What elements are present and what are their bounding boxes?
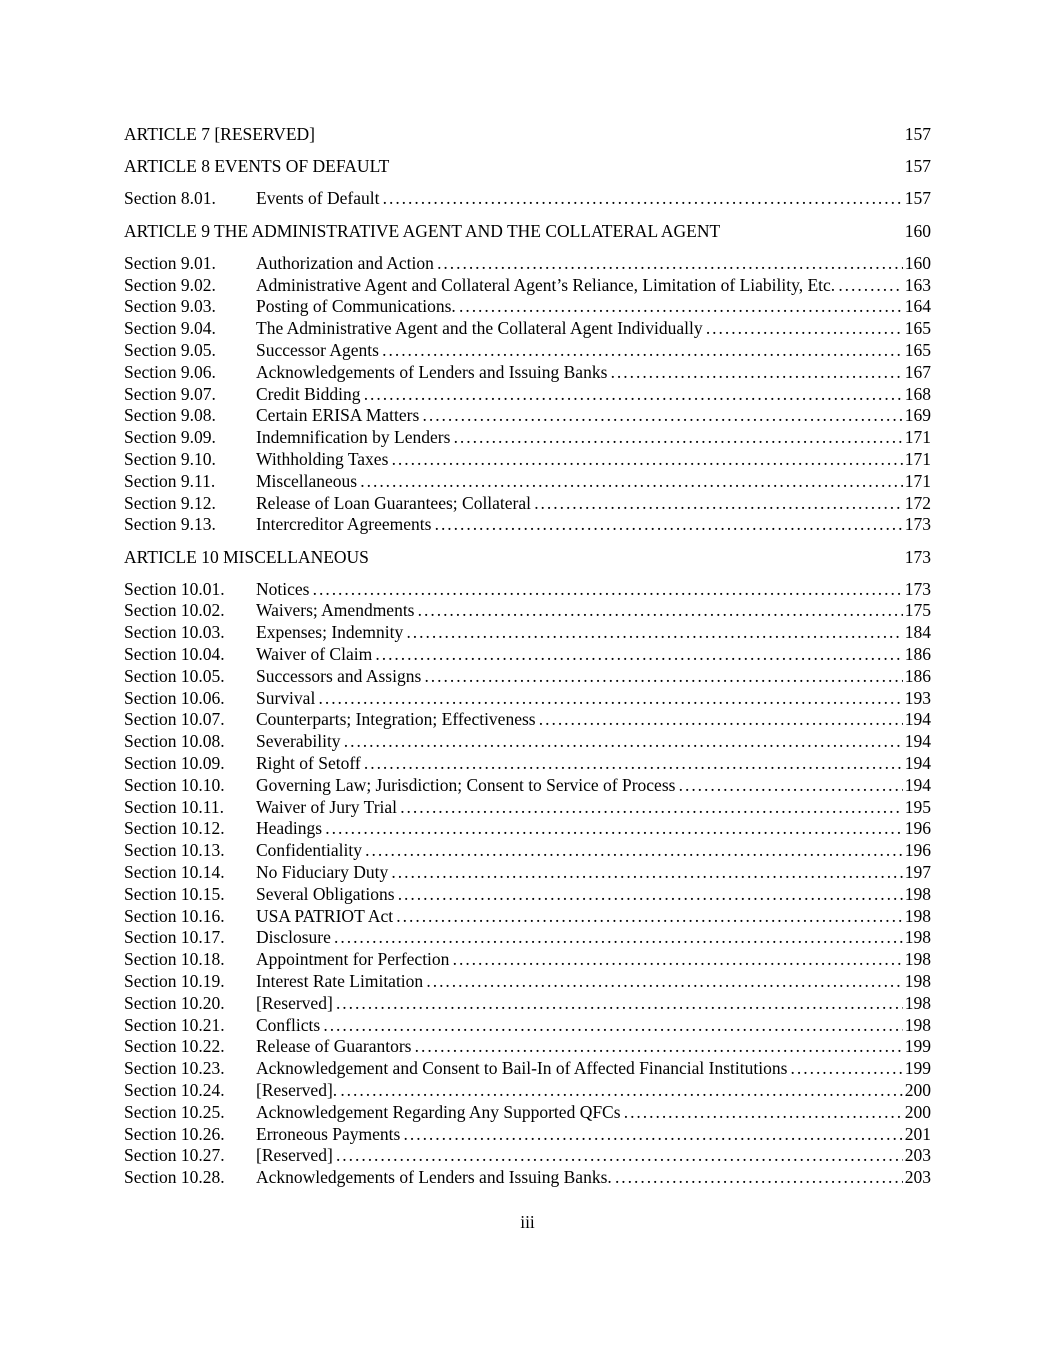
- section-page-number: 173: [904, 514, 931, 535]
- article-page-number: 160: [904, 220, 931, 241]
- toc-section-entry[interactable]: [124, 709, 931, 731]
- section-page-number: 198: [904, 992, 931, 1013]
- section-title: Credit Bidding . . .: [256, 384, 903, 406]
- section-page-number: 164: [904, 296, 931, 317]
- section-page-number: 199: [904, 1036, 931, 1057]
- section-page-number: 160: [904, 252, 931, 273]
- section-title: Release of Guarantors . . .: [256, 1036, 903, 1058]
- section-number: Section 10.08.: [124, 731, 225, 752]
- section-number: Section 9.03.: [124, 296, 216, 317]
- section-page-number: 194: [904, 709, 931, 730]
- section-title: Right of Setoff . . .: [256, 753, 903, 775]
- toc-section-entry[interactable]: [124, 318, 931, 340]
- article-heading[interactable]: [124, 547, 931, 569]
- section-number: Section 10.01.: [124, 578, 225, 599]
- section-page-number: 196: [904, 818, 931, 839]
- section-number: Section 9.04.: [124, 318, 216, 339]
- section-number: Section 10.14.: [124, 862, 225, 883]
- section-title: [Reserved]. . . .: [256, 1080, 903, 1102]
- section-page-number: 157: [904, 188, 931, 209]
- section-title: Severability . . .: [256, 731, 903, 753]
- section-number: Section 10.17.: [124, 927, 225, 948]
- article-title: ARTICLE 7 [RESERVED]: [124, 124, 316, 144]
- section-number: Section 10.26.: [124, 1123, 225, 1144]
- section-page-number: 171: [904, 448, 931, 469]
- toc-section-entry[interactable]: [124, 906, 931, 928]
- toc-section-entry[interactable]: [124, 993, 931, 1015]
- toc-section-entry[interactable]: [124, 405, 931, 427]
- section-title: Counterparts; Integration; Effectiveness . . .: [256, 709, 903, 731]
- section-page-number: 167: [904, 361, 931, 382]
- section-title: Successors and Assigns . . .: [256, 666, 903, 688]
- section-page-number: 175: [904, 600, 931, 621]
- toc-section-entry[interactable]: [124, 600, 931, 622]
- section-title: Conflicts . . .: [256, 1015, 903, 1037]
- section-number: Section 9.11.: [124, 470, 216, 491]
- section-title: [Reserved] . . .: [256, 1145, 903, 1167]
- section-page-number: 184: [904, 622, 931, 643]
- section-title: Waiver of Jury Trial . . .: [256, 797, 903, 819]
- section-number: Section 10.06.: [124, 687, 225, 708]
- section-page-number: 195: [904, 796, 931, 817]
- section-number: Section 10.04.: [124, 644, 225, 665]
- toc-section-entry[interactable]: [124, 1015, 931, 1037]
- section-title: Successor Agents . . .: [256, 340, 903, 362]
- section-title: Disclosure . . .: [256, 927, 903, 949]
- section-number: Section 9.10.: [124, 448, 216, 469]
- section-title: Survival . . .: [256, 688, 903, 710]
- section-number: Section 10.05.: [124, 665, 225, 686]
- section-title: Erroneous Payments . . .: [256, 1124, 903, 1146]
- section-title: Events of Default . . .: [256, 188, 903, 210]
- section-page-number: 186: [904, 665, 931, 686]
- section-page-number: 194: [904, 753, 931, 774]
- toc-section-entry[interactable]: [124, 666, 931, 688]
- toc-section-entry[interactable]: [124, 340, 931, 362]
- section-page-number: 203: [904, 1167, 931, 1188]
- toc-section-entry[interactable]: [124, 1145, 931, 1167]
- article-page-number: 157: [904, 156, 931, 177]
- section-title: Authorization and Action . . .: [256, 253, 903, 275]
- toc-section-entry[interactable]: [124, 449, 931, 471]
- article-heading[interactable]: [124, 124, 931, 146]
- section-title: Certain ERISA Matters . . .: [256, 405, 903, 427]
- section-page-number: 186: [904, 644, 931, 665]
- section-title: Indemnification by Lenders . . .: [256, 427, 903, 449]
- section-page-number: 198: [904, 949, 931, 970]
- section-number: Section 9.13.: [124, 514, 216, 535]
- toc-section-entry[interactable]: [124, 1102, 931, 1124]
- article-heading[interactable]: [124, 156, 931, 178]
- section-page-number: 173: [904, 578, 931, 599]
- toc-section-entry[interactable]: [124, 253, 931, 275]
- section-page-number: 194: [904, 731, 931, 752]
- toc-section-entry[interactable]: [124, 927, 931, 949]
- section-title: The Administrative Agent and the Collateral Agent Individually . . .: [256, 318, 903, 340]
- toc-section-entry[interactable]: [124, 362, 931, 384]
- toc-section-entry[interactable]: [124, 1058, 931, 1080]
- section-number: Section 10.02.: [124, 600, 225, 621]
- toc-section-entry[interactable]: [124, 1080, 931, 1102]
- section-page-number: 198: [904, 1014, 931, 1035]
- section-number: Section 10.11.: [124, 796, 224, 817]
- section-list: [124, 188, 931, 210]
- toc-section-entry[interactable]: [124, 622, 931, 644]
- section-title: Withholding Taxes . . .: [256, 449, 903, 471]
- section-number: Section 10.07.: [124, 709, 225, 730]
- section-page-number: 198: [904, 905, 931, 926]
- section-page-number: 203: [904, 1145, 931, 1166]
- section-number: Section 9.05.: [124, 339, 216, 360]
- section-number: Section 10.21.: [124, 1014, 225, 1035]
- section-page-number: 198: [904, 971, 931, 992]
- section-title: Headings . . .: [256, 818, 903, 840]
- section-title: USA PATRIOT Act . . .: [256, 906, 903, 928]
- section-number: Section 10.18.: [124, 949, 225, 970]
- toc-section-entry[interactable]: [124, 818, 931, 840]
- article-title: ARTICLE 10 MISCELLANEOUS: [124, 546, 369, 567]
- page-number: iii: [520, 1212, 535, 1232]
- table-of-contents: [124, 124, 931, 1189]
- toc-section-entry[interactable]: [124, 775, 931, 797]
- section-number: Section 10.28.: [124, 1167, 225, 1188]
- section-number: Section 10.10.: [124, 774, 225, 795]
- section-page-number: 163: [904, 274, 931, 295]
- section-number: Section 10.15.: [124, 883, 225, 904]
- toc-section-entry[interactable]: [124, 296, 931, 318]
- section-number: Section 10.20.: [124, 992, 225, 1013]
- section-title: No Fiduciary Duty . . .: [256, 862, 903, 884]
- toc-section-entry[interactable]: [124, 862, 931, 884]
- section-title: Notices . . .: [256, 579, 903, 601]
- section-number: Section 10.27.: [124, 1145, 225, 1166]
- section-page-number: 165: [904, 339, 931, 360]
- section-page-number: 199: [904, 1058, 931, 1079]
- section-page-number: 197: [904, 862, 931, 883]
- section-number: Section 9.12.: [124, 492, 216, 513]
- section-title: Appointment for Perfection . . .: [256, 949, 903, 971]
- section-list: [124, 253, 931, 536]
- article-heading[interactable]: [124, 221, 931, 243]
- section-page-number: 201: [904, 1123, 931, 1144]
- toc-section-entry[interactable]: [124, 884, 931, 906]
- section-page-number: 198: [904, 883, 931, 904]
- section-number: Section 10.12.: [124, 818, 225, 839]
- section-title: Intercreditor Agreements . . .: [256, 514, 903, 536]
- article-page-number: 157: [904, 124, 931, 144]
- section-page-number: 198: [904, 927, 931, 948]
- section-title: Acknowledgement Regarding Any Supported QFCs . . .: [256, 1102, 903, 1124]
- section-number: Section 10.25.: [124, 1101, 225, 1122]
- toc-section-entry[interactable]: [124, 493, 931, 515]
- section-number: Section 9.08.: [124, 405, 216, 426]
- section-title: Expenses; Indemnity . . .: [256, 622, 903, 644]
- section-title: Waiver of Claim . . .: [256, 644, 903, 666]
- article-title: ARTICLE 9 THE ADMINISTRATIVE AGENT AND THE COLLATERAL AGENT: [124, 220, 721, 241]
- section-title: [Reserved] . . .: [256, 993, 903, 1015]
- section-number: Section 10.03.: [124, 622, 225, 643]
- section-title: Acknowledgements of Lenders and Issuing Banks. . . .: [256, 1167, 903, 1189]
- section-page-number: 193: [904, 687, 931, 708]
- section-number: Section 9.06.: [124, 361, 216, 382]
- toc-section-entry[interactable]: [124, 949, 931, 971]
- toc-section-entry[interactable]: [124, 188, 931, 210]
- toc-section-entry[interactable]: [124, 797, 931, 819]
- article-page-number: 173: [904, 546, 931, 567]
- section-number: Section 10.13.: [124, 840, 225, 861]
- toc-section-entry[interactable]: [124, 471, 931, 493]
- section-page-number: 171: [904, 427, 931, 448]
- toc-section-entry[interactable]: [124, 514, 931, 536]
- section-title: Release of Loan Guarantees; Collateral . . .: [256, 493, 903, 515]
- toc-section-entry[interactable]: [124, 840, 931, 862]
- section-page-number: 171: [904, 470, 931, 491]
- section-number: Section 10.16.: [124, 905, 225, 926]
- toc-section-entry[interactable]: [124, 1124, 931, 1146]
- toc-section-entry[interactable]: [124, 731, 931, 753]
- toc-section-entry[interactable]: [124, 1167, 931, 1189]
- toc-section-entry[interactable]: [124, 971, 931, 993]
- toc-section-entry[interactable]: [124, 384, 931, 406]
- toc-section-entry[interactable]: [124, 753, 931, 775]
- section-number: Section 10.19.: [124, 971, 225, 992]
- toc-section-entry[interactable]: [124, 275, 931, 297]
- toc-section-entry[interactable]: [124, 427, 931, 449]
- section-list: [124, 579, 931, 1189]
- toc-section-entry[interactable]: [124, 644, 931, 666]
- section-page-number: 165: [904, 318, 931, 339]
- section-number: Section 9.01.: [124, 252, 216, 273]
- section-page-number: 168: [904, 383, 931, 404]
- section-number: Section 10.09.: [124, 753, 225, 774]
- section-title: Interest Rate Limitation . . .: [256, 971, 903, 993]
- section-number: Section 9.09.: [124, 427, 216, 448]
- toc-section-entry[interactable]: [124, 1036, 931, 1058]
- toc-section-entry[interactable]: [124, 688, 931, 710]
- section-number: Section 8.01.: [124, 188, 216, 209]
- section-number: Section 10.23.: [124, 1058, 225, 1079]
- section-title: Acknowledgement and Consent to Bail-In of Affected Financial Institutions . . .: [256, 1058, 903, 1080]
- section-number: Section 10.22.: [124, 1036, 225, 1057]
- section-title: Acknowledgements of Lenders and Issuing Banks . . .: [256, 362, 903, 384]
- toc-section-entry[interactable]: [124, 579, 931, 601]
- section-title: Several Obligations . . .: [256, 884, 903, 906]
- section-page-number: 200: [904, 1080, 931, 1101]
- section-number: Section 9.07.: [124, 383, 216, 404]
- section-title: Administrative Agent and Collateral Agent’s Reliance, Limitation of Liability, Etc. . . .: [256, 275, 903, 297]
- section-title: Waivers; Amendments . . .: [256, 600, 903, 622]
- section-page-number: 196: [904, 840, 931, 861]
- section-page-number: 194: [904, 774, 931, 795]
- section-title: Governing Law; Jurisdiction; Consent to Service of Process . . .: [256, 775, 903, 797]
- section-number: Section 10.24.: [124, 1080, 225, 1101]
- section-title: Posting of Communications. . . .: [256, 296, 903, 318]
- article-title: ARTICLE 8 EVENTS OF DEFAULT: [124, 156, 390, 177]
- section-title: Confidentiality . . .: [256, 840, 903, 862]
- section-number: Section 9.02.: [124, 274, 216, 295]
- section-page-number: 200: [904, 1101, 931, 1122]
- section-title: Miscellaneous . . .: [256, 471, 903, 493]
- section-page-number: 169: [904, 405, 931, 426]
- section-page-number: 172: [904, 492, 931, 513]
